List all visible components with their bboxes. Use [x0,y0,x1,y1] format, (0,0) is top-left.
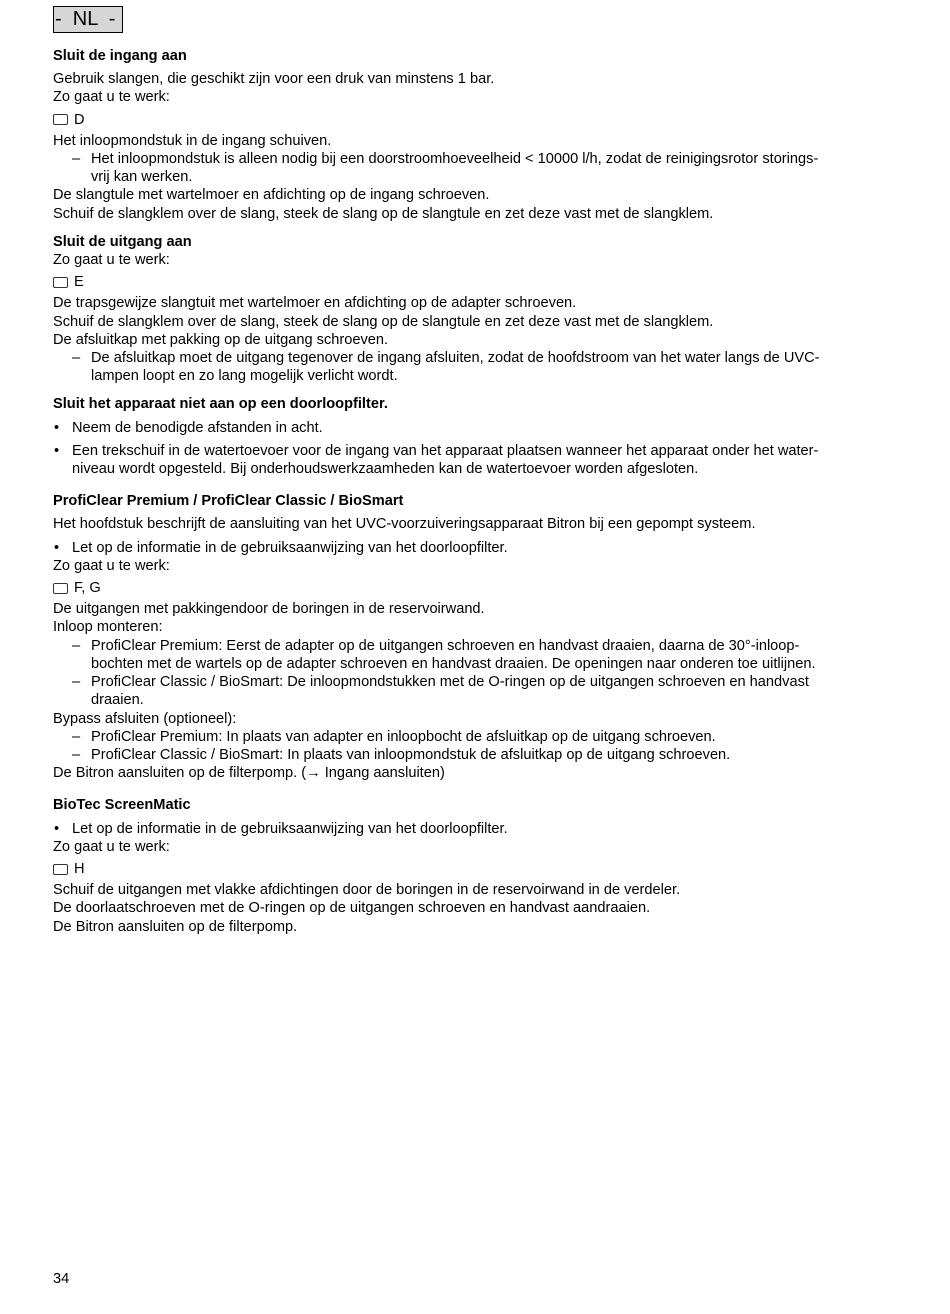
dash-note [53,673,885,709]
bullet-line: • Een trekschuif in de watertoevoer voor de ingang van het apparaat plaatsen wanneer het apparaat onder het water- [72,442,819,459]
step-text: De Bitron aansluiten op de filterpomp. [53,918,298,935]
step-text: De afsluitkap met pakking op de uitgang schroeven. [53,331,389,348]
step-text: Het inloopmondstuk in de ingang schuiven. [53,132,332,149]
note-line: draaien. [91,692,144,709]
language-tab: - NL - [53,6,123,33]
step-text: De Bitron aansluiten op de filterpomp. (→ Ingang aansluiten) [53,765,445,782]
section-outlet [53,233,885,386]
figure-label: H [74,860,85,877]
document-page [53,6,885,936]
section-title: Sluit de ingang aan [53,48,187,64]
book-icon [53,114,68,125]
howto-text: Zo gaat u te werk: [53,557,170,574]
step-text: Schuif de uitgangen met vlakke afdichtingen door de boringen in de reservoirwand in de verdeler. [53,882,681,899]
step-text: Schuif de slangklem over de slang, steek de slang op de slangtule en zet deze vast met de slangklem. [53,205,714,222]
step-text: De trapsgewijze slangtuit met wartelmoer en afdichting op de adapter schroeven. [53,295,577,312]
book-icon [53,864,68,875]
bullet-line: niveau wordt opgesteld. Bij onderhoudswerkzaamheden kan de watertoevoer worden afgesloten. [72,461,699,478]
bullet-item: • Neem de benodigde afstanden in acht. [53,419,885,437]
figure-label: D [74,111,85,128]
howto-text: Zo gaat u te werk: [53,252,170,269]
section-title: BioTec ScreenMatic [53,797,191,814]
step-text: Inloop monteren: [53,619,163,636]
bullet-item [53,442,885,478]
note-line: – ProfiClear Premium: Eerst de adapter op de uitgangen schroeven en handvast draaien, daarna de 30°-inloop- [91,637,800,654]
section-no-filter [53,395,885,478]
book-icon [53,277,68,288]
step-text: De uitgangen met pakkingendoor de boringen in de reservoirwand. [53,601,485,618]
section-title: ProfiClear Premium / ProfiClear Classic / BioSmart [53,493,404,510]
note-line: – De afsluitkap moet de uitgang tegenover de ingang afsluiten, zodat de hoofdstroom van het water langs de UVC- [91,350,820,367]
dash-note: – ProfiClear Premium: In plaats van adapter en inloopbocht de afsluitkap op de uitgang schroeven. [53,728,885,746]
note-line: – ProfiClear Classic / BioSmart: De inloopmondstukken met de O-ringen op de uitgangen schroeven en handvast [91,674,809,691]
step-text: De doorlaatschroeven met de O-ringen op de uitgangen schroeven en handvast aandraaien. [53,900,651,917]
howto-text: Zo gaat u te werk: [53,838,170,855]
section-proficlear [53,492,885,782]
bullet-item: • Let op de informatie in de gebruiksaanwijzing van het doorloopfilter. [53,820,885,838]
section-title: Sluit het apparaat niet aan op een doorloopfilter. [53,396,388,413]
section-biotec [53,796,885,935]
dash-note [53,349,885,385]
figure-label: F, G [74,580,101,597]
figure-reference [53,111,885,129]
step-text: Schuif de slangklem over de slang, steek de slang op de slangtule en zet deze vast met de slangklem. [53,313,714,330]
note-line: bochten met de wartels op de adapter schroeven en handvast draaien. De openingen naar onderen toe uitlijnen. [91,655,816,672]
dash-note: – ProfiClear Classic / BioSmart: In plaats van inloopmondstuk de afsluitkap op de uitgang schroeven. [53,746,885,764]
page-number: 34 [53,1271,70,1287]
figure-reference [53,579,885,597]
dash-note [53,150,885,186]
bullet-item: • Let op de informatie in de gebruiksaanwijzing van het doorloopfilter. [53,539,885,557]
intro-text: Gebruik slangen, die geschikt zijn voor een druk van minstens 1 bar. [53,71,495,88]
note-line: vrij kan werken. [91,169,193,186]
section-inlet [53,47,885,223]
step-text: Bypass afsluiten (optioneel): [53,710,237,727]
section-title: Sluit de uitgang aan [53,233,192,250]
step-text: De slangtule met wartelmoer en afdichting op de ingang schroeven. [53,187,490,204]
figure-reference [53,273,885,291]
figure-reference [53,860,885,878]
intro-text: Het hoofdstuk beschrijft de aansluiting van het UVC-voorzuiveringsapparaat Bitron bij een gepompt systeem. [53,516,756,533]
book-icon [53,583,68,594]
note-line: – Het inloopmondstuk is alleen nodig bij een doorstroomhoeveelheid < 10000 l/h, zodat de reinigingsrotor storings- [91,151,819,168]
note-line: lampen loopt en zo lang mogelijk verlicht wordt. [91,368,398,385]
dash-note [53,637,885,673]
howto-text: Zo gaat u te werk: [53,89,170,106]
figure-label: E [74,274,84,291]
